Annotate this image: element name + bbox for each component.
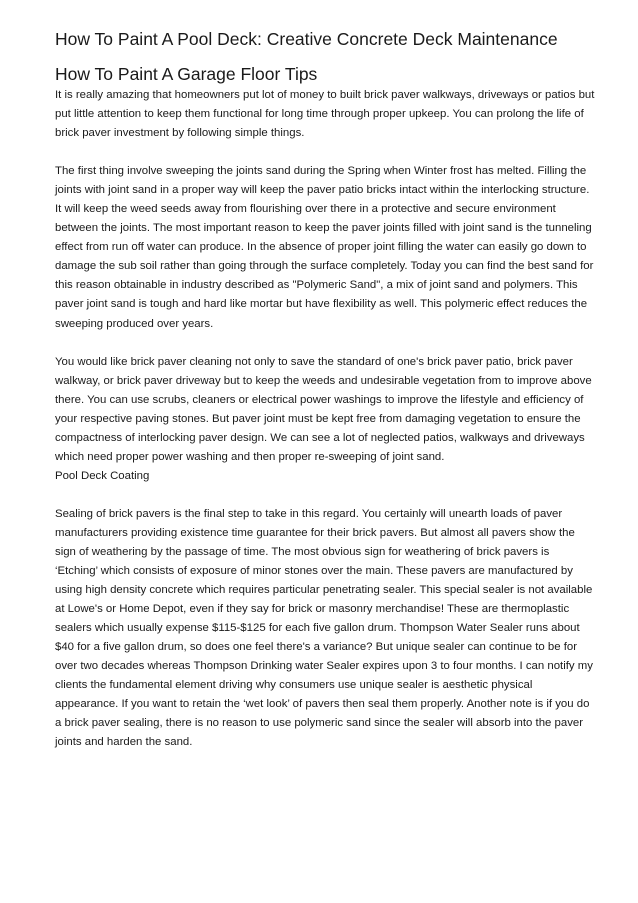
pool-deck-coating-label: Pool Deck Coating xyxy=(55,469,150,482)
paragraph-cleaning: You would like brick paver cleaning not only to save the standard of one's brick paver patio, brick paver walkway, or brick paver driveway but to keep the weeds and undesirable vegetation from to improve above there. You can use scrubs, cleaners or electrical power washings to improve the lifestyle and efficiency of your respective paving stones. But paver joint must be kept free from damaging vegetation to ensure the compactness of interlocking paver design. We can see a lot of neglected patios, walkways and driveways which need proper power washing and then proper re-sweeping of joint sand. xyxy=(55,355,592,463)
paragraph-joint-sand: The first thing involve sweeping the joints sand during the Spring when Winter frost has melted. Filling the joints with joint sand in a proper way will keep the paver patio bricks intact within the interlocking structure. It will keep the weed seeds away from flourishing over there in a protective and secure environment between the joints. The most important reason to keep the paver joints filled with joint sand is the tunneling effect from run off water can produce. In the absence of proper joint filling the water can easily go down to damage the sub soil rather than going through the surface completely. Today you can find the best sand for this reason obtainable in industry described as "Polymeric Sand", a mix of joint sand and polymers. This paver joint sand is tough and hard like mortar but have flexibility as well. This polymeric effect reduces the sweeping produced over years. xyxy=(55,165,594,330)
page-title: How To Paint A Pool Deck: Creative Concrete Deck Maintenance xyxy=(55,29,558,49)
paragraph-sealing: Sealing of brick pavers is the final step to take in this regard. You certainly will unearth loads of paver manufacturers providing existence time guarantee for their brick pavers. But almost all pavers show the sign of weathering by the passage of time. The most obvious sign for weathering of brick pavers is ‘Etching’ which consists of exposure of minor stones over the main. These pavers are manufactured by using high density concrete which requires particular penetrating sealer. This special sealer is not available at Lowe's or Home Depot, even if they say for brick or masonry merchandise! These are thermoplastic sealers which usually expense $115-$125 for each five gallon drum. Thompson Water Sealer runs about $40 for a five gallon drum, so does one feel there's a variance? But unique sealer can continue to be for over two decades whereas Thompson Drinking water Sealer expires upon 3 to four months. I can notify my clients the fundamental element driving why consumers use unique sealer is aesthetic physical appearance. If you want to retain the ‘wet look’ of pavers then seal them properly. Another note is if you do a brick paver sealing, there is no reason to use polymeric sand since the sealer will absorb into the paver joints and harden the sand. xyxy=(55,507,593,749)
document-page xyxy=(55,30,595,753)
paragraph-intro: It is really amazing that homeowners put lot of money to built brick paver walkways, driveways or patios but put little attention to keep them functional for long time through proper upkeep. You can prolong the life of brick paver investment by following simple things. xyxy=(55,89,595,140)
section-heading: How To Paint A Garage Floor Tips xyxy=(55,64,318,84)
